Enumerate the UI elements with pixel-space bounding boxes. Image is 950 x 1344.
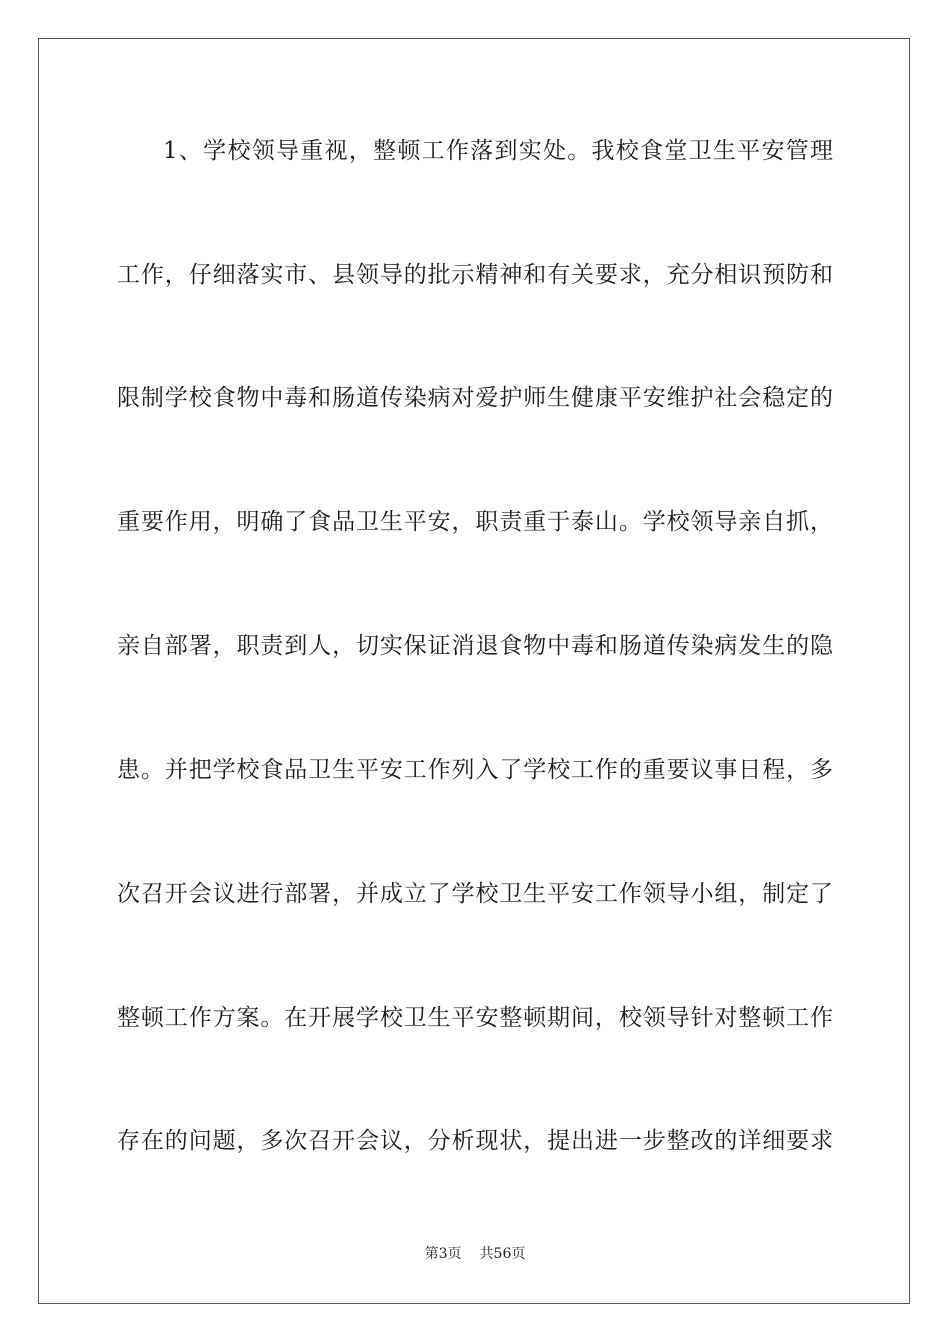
page-total: 共56页 (479, 1246, 526, 1262)
paragraph-line: 1、学校领导重视，整顿工作落到实处。我校食堂卫生平安管理 (163, 138, 833, 164)
paragraph-line: 整顿工作方案。在开展学校卫生平安整顿期间，校领导针对整顿工作 (117, 1005, 833, 1031)
paragraph-line: 亲自部署，职责到人，切实保证消退食物中毒和肠道传染病发生的隐 (117, 633, 833, 659)
page-number: 第3页 (424, 1246, 462, 1262)
page-border (38, 38, 910, 1304)
paragraph-line: 存在的问题，多次召开会议，分析现状，提出进一步整改的详细要求 (117, 1128, 833, 1154)
paragraph-line: 次召开会议进行部署，并成立了学校卫生平安工作领导小组，制定了 (117, 881, 833, 907)
paragraph-line: 限制学校食物中毒和肠道传染病对爱护师生健康平安维护社会稳定的 (117, 385, 833, 411)
paragraph-line: 患。并把学校食品卫生平安工作列入了学校工作的重要议事日程，多 (117, 757, 833, 783)
page-footer (0, 1244, 950, 1264)
paragraph-line: 工作，仔细落实市、县领导的批示精神和有关要求，充分相识预防和 (117, 262, 833, 288)
paragraph-line: 重要作用，明确了食品卫生平安，职责重于泰山。学校领导亲自抓， (117, 509, 833, 535)
